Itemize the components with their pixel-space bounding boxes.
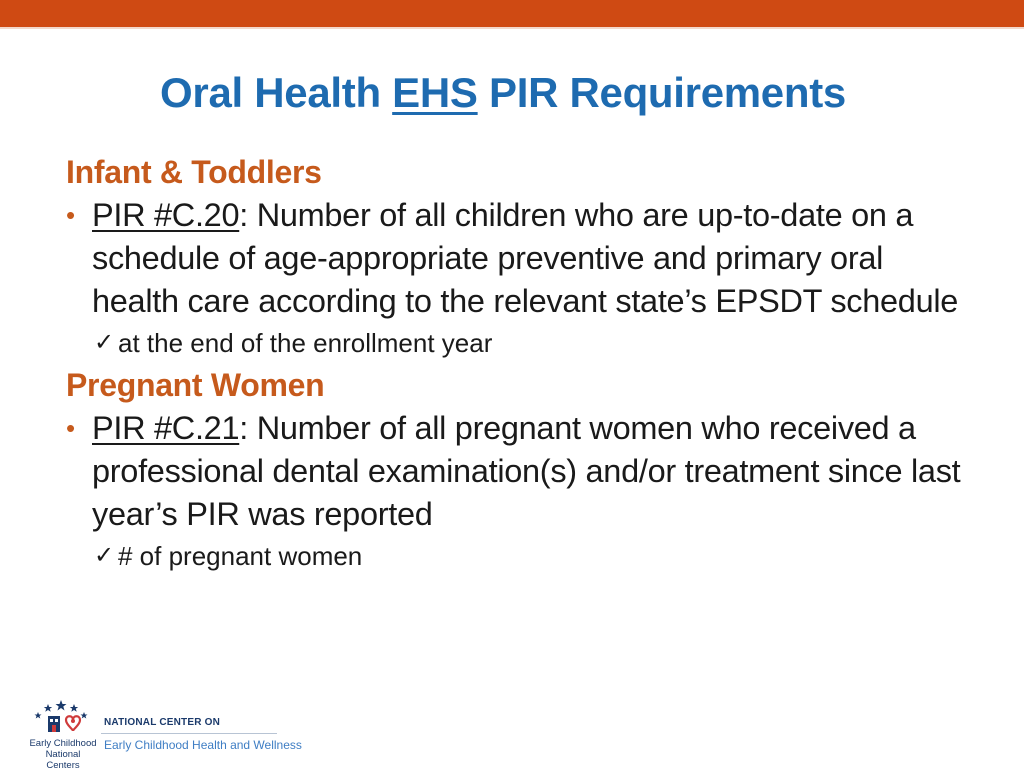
check-text: # of pregnant women xyxy=(118,541,363,571)
org-name: Early Childhood Health and Wellness xyxy=(104,738,302,752)
slide-content xyxy=(66,150,966,576)
pir-text: : Number of all children who are up-to-date on a schedule of age-appropriate preventive and primary oral health care according to the relevant state’s EPSDT schedule xyxy=(92,197,959,319)
checkmark-icon: ✓ xyxy=(94,542,115,569)
check-text: at the end of the enrollment year xyxy=(118,328,493,358)
checkmark-icon: ✓ xyxy=(94,329,115,356)
logo-line1: Early Childhood xyxy=(29,738,97,749)
footer-divider xyxy=(101,733,277,734)
bullet-dot-icon: • xyxy=(66,413,75,443)
top-accent-bar xyxy=(0,0,1024,27)
title-part2: PIR Requirements xyxy=(477,69,846,116)
title-part1: Oral Health xyxy=(160,69,393,116)
pir-text: : Number of all pregnant women who received a professional dental examination(s) and/or treatment since last year’s PIR was reported xyxy=(92,410,961,532)
slide-title xyxy=(0,66,1006,120)
pir-code: PIR #C.21 xyxy=(92,410,240,446)
check-item-pregnant xyxy=(66,536,966,576)
logo-line2: National Centers xyxy=(45,749,81,771)
check-item-enrollment xyxy=(66,323,966,363)
bullet-dot-icon: • xyxy=(66,200,75,230)
bullet-pir-c20 xyxy=(66,194,966,323)
org-label: NATIONAL CENTER ON xyxy=(104,717,221,728)
section-heading-pregnant: Pregnant Women xyxy=(66,367,325,403)
top-accent-line xyxy=(0,27,1024,29)
pir-code: PIR #C.20 xyxy=(92,197,240,233)
title-underlined: EHS xyxy=(392,69,478,116)
logo-caption xyxy=(28,738,98,771)
section-heading-infant: Infant & Toddlers xyxy=(66,154,322,190)
bullet-pir-c21 xyxy=(66,407,966,536)
